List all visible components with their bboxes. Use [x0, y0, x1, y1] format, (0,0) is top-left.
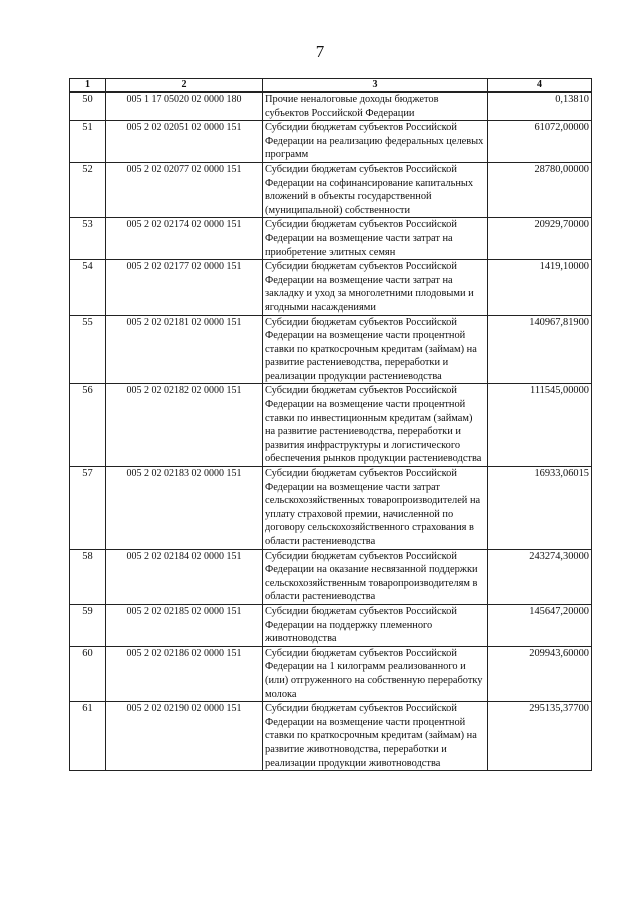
amount-value: 20929,70000 [488, 218, 592, 260]
header-col-4: 4 [488, 79, 592, 93]
amount-value: 61072,00000 [488, 121, 592, 163]
income-name: Субсидии бюджетам субъектов Российской Федерации на 1 килограмм реализованного и (или) отгруженного на собственную переработку молока [263, 646, 488, 701]
table-row [70, 549, 592, 604]
table-row [70, 162, 592, 217]
table-row [70, 315, 592, 384]
row-number: 56 [70, 384, 106, 467]
row-number: 61 [70, 702, 106, 771]
income-name: Субсидии бюджетам субъектов Российской Федерации на поддержку племенного животноводства [263, 604, 488, 646]
row-number: 50 [70, 92, 106, 121]
header-col-1: 1 [70, 79, 106, 93]
amount-value: 16933,06015 [488, 467, 592, 550]
amount-value: 0,13810 [488, 92, 592, 121]
amount-value: 145647,20000 [488, 604, 592, 646]
row-number: 60 [70, 646, 106, 701]
table-row [70, 384, 592, 467]
budget-code: 005 2 02 02185 02 0000 151 [106, 604, 263, 646]
page-number: 7 [315, 42, 325, 61]
header-col-2: 2 [106, 79, 263, 93]
income-name: Субсидии бюджетам субъектов Российской Федерации на возмещение части затрат сельскохозяйственных товаропроизводителей на уплату страховой премии, начисленной по договору сельскохозяйственного страхования в области растениеводства [263, 467, 488, 550]
header-col-3: 3 [263, 79, 488, 93]
amount-value: 140967,81900 [488, 315, 592, 384]
row-number: 59 [70, 604, 106, 646]
income-name: Субсидии бюджетам субъектов Российской Федерации на оказание несвязанной поддержки сельскохозяйственным товаропроизводителям в области растениеводства [263, 549, 488, 604]
table-row [70, 467, 592, 550]
budget-code: 005 2 02 02174 02 0000 151 [106, 218, 263, 260]
table-row [70, 260, 592, 315]
budget-code: 005 2 02 02177 02 0000 151 [106, 260, 263, 315]
income-name: Субсидии бюджетам субъектов Российской Федерации на софинансирование капитальных вложений в объекты государственной (муниципальной) собственности [263, 162, 488, 217]
row-number: 54 [70, 260, 106, 315]
amount-value: 209943,60000 [488, 646, 592, 701]
amount-value: 295135,37700 [488, 702, 592, 771]
budget-code: 005 2 02 02184 02 0000 151 [106, 549, 263, 604]
income-name: Субсидии бюджетам субъектов Российской Федерации на возмещение части процентной ставки по краткосрочным кредитам (займам) на развитие растениеводства, переработки и реализации продукции растениеводства [263, 315, 488, 384]
revenue-table [69, 78, 592, 771]
income-name: Прочие неналоговые доходы бюджетов субъектов Российской Федерации [263, 92, 488, 121]
budget-code: 005 2 02 02181 02 0000 151 [106, 315, 263, 384]
budget-code: 005 2 02 02051 02 0000 151 [106, 121, 263, 163]
budget-code: 005 2 02 02183 02 0000 151 [106, 467, 263, 550]
budget-code: 005 2 02 02190 02 0000 151 [106, 702, 263, 771]
row-number: 58 [70, 549, 106, 604]
table-row [70, 604, 592, 646]
budget-code: 005 2 02 02182 02 0000 151 [106, 384, 263, 467]
budget-code: 005 1 17 05020 02 0000 180 [106, 92, 263, 121]
table-row [70, 646, 592, 701]
row-number: 51 [70, 121, 106, 163]
row-number: 57 [70, 467, 106, 550]
row-number: 52 [70, 162, 106, 217]
budget-code: 005 2 02 02186 02 0000 151 [106, 646, 263, 701]
table-row [70, 702, 592, 771]
amount-value: 1419,10000 [488, 260, 592, 315]
income-name: Субсидии бюджетам субъектов Российской Федерации на возмещение части затрат на закладку и уход за многолетними плодовыми и ягодными насаждениями [263, 260, 488, 315]
table-row [70, 218, 592, 260]
table-row [70, 92, 592, 121]
table-row [70, 121, 592, 163]
table-body [70, 92, 592, 771]
income-name: Субсидии бюджетам субъектов Российской Федерации на реализацию федеральных целевых программ [263, 121, 488, 163]
income-name: Субсидии бюджетам субъектов Российской Федерации на возмещение части процентной ставки по инвестиционным кредитам (займам) на развитие растениеводства, переработки и развития инфраструктуры и логистического обеспечения рынков продукции растениеводства [263, 384, 488, 467]
amount-value: 28780,00000 [488, 162, 592, 217]
amount-value: 243274,30000 [488, 549, 592, 604]
row-number: 55 [70, 315, 106, 384]
amount-value: 111545,00000 [488, 384, 592, 467]
row-number: 53 [70, 218, 106, 260]
income-name: Субсидии бюджетам субъектов Российской Федерации на возмещение части процентной ставки по краткосрочным кредитам (займам) на развитие животноводства, переработки и реализации продукции животноводства [263, 702, 488, 771]
income-name: Субсидии бюджетам субъектов Российской Федерации на возмещение части затрат на приобретение элитных семян [263, 218, 488, 260]
table-header [70, 79, 592, 93]
budget-code: 005 2 02 02077 02 0000 151 [106, 162, 263, 217]
